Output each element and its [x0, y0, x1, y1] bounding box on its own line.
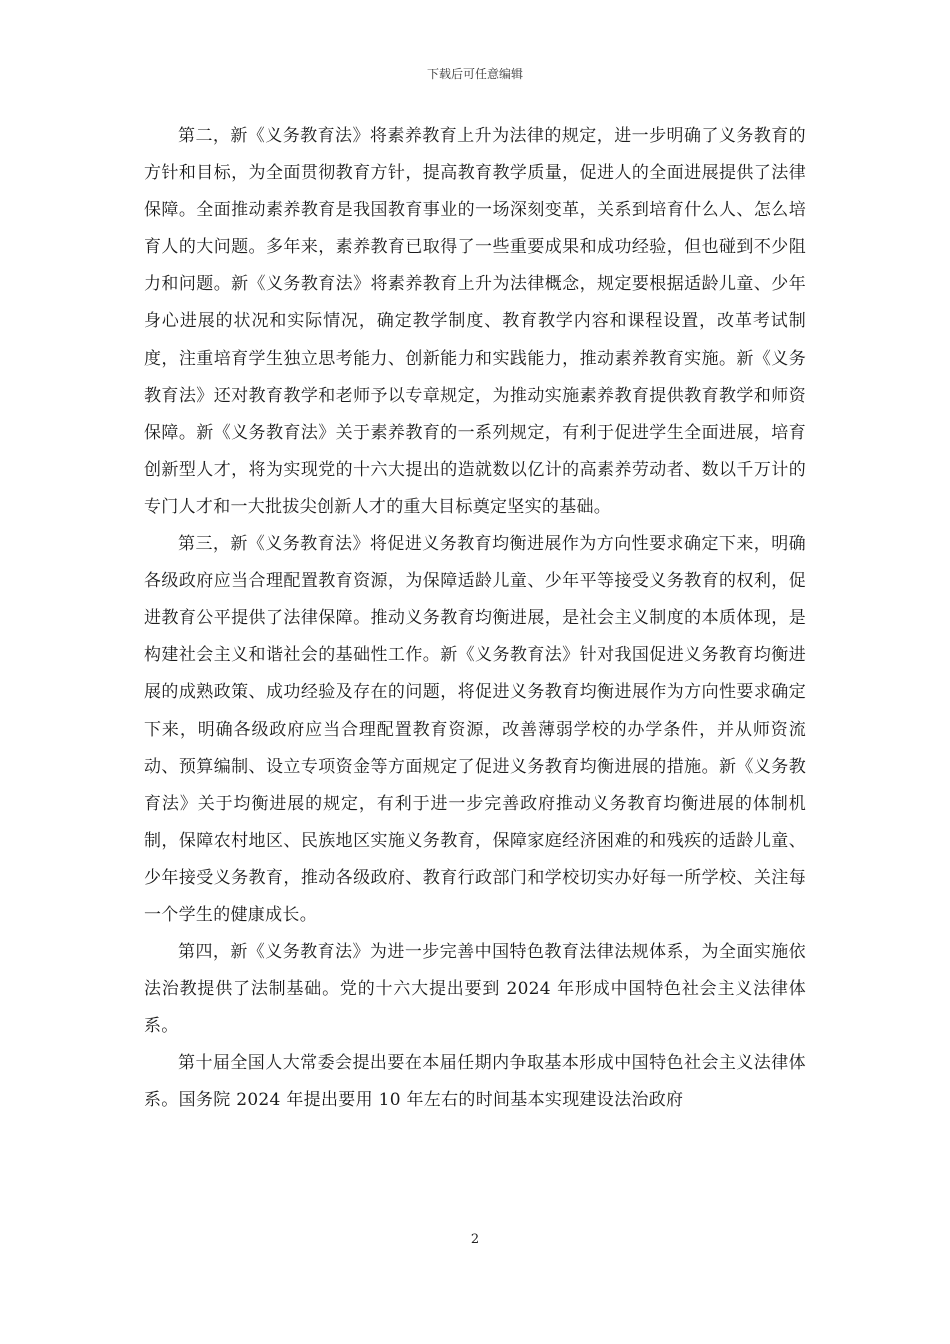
paragraph-second: 第二，新《义务教育法》将素养教育上升为法律的规定，进一步明确了义务教育的方针和目标，为全面贯彻教育方针，提高教育教学质量，促进人的全面进展提供了法律保障。全面推动素养教育是我国教育事业的一场深刻变革，关系到培育什么人、怎么培育人的大问题。多年来，素养教育已取得了一些重要成果和成功经验，但也碰到不少阻力和问题。新《义务教育法》将素养教育上升为法律概念，规定要根据适龄儿童、少年身心进展的状况和实际情况，确定教学制度、教育教学内容和课程设置，改革考试制度，注重培育学生独立思考能力、创新能力和实践能力，推动素养教育实施。新《义务教育法》还对教育教学和老师予以专章规定，为推动实施素养教育提供教育教学和师资保障。新《义务教育法》关于素养教育的一系列规定，有利于促进学生全面进展，培育创新型人才，将为实现党的十六大提出的造就数以亿计的高素养劳动者、数以千万计的专门人才和一大批拔尖创新人才的重大目标奠定坚实的基础。	[144, 126, 806, 517]
page-number: 2	[470, 1232, 480, 1247]
paragraph-fourth: 第四，新《义务教育法》为进一步完善中国特色教育法律法规体系，为全面实施依法治教提供了法制基础。党的十六大提出要到 2024 年形成中国特色社会主义法律体系。	[144, 942, 806, 1037]
body-text	[144, 118, 806, 1120]
paragraph-fifth: 第十届全国人大常委会提出要在本届任期内争取基本形成中国特色社会主义法律体系。国务院 2024 年提出要用 10 年左右的时间基本实现建设法治政府	[144, 1053, 806, 1111]
paragraph-third: 第三，新《义务教育法》将促进义务教育均衡进展作为方向性要求确定下来，明确各级政府应当合理配置教育资源，为保障适龄儿童、少年平等接受义务教育的权利，促进教育公平提供了法律保障。推动义务教育均衡进展，是社会主义制度的本质体现，是构建社会主义和谐社会的基础性工作。新《义务教育法》针对我国促进义务教育均衡进展的成熟政策、成功经验及存在的问题，将促进义务教育均衡进展作为方向性要求确定下来，明确各级政府应当合理配置教育资源，改善薄弱学校的办学条件，并从师资流动、预算编制、设立专项资金等方面规定了促进义务教育均衡进展的措施。新《义务教育法》关于均衡进展的规定，有利于进一步完善政府推动义务教育均衡进展的体制机制，保障农村地区、民族地区实施义务教育，保障家庭经济困难的和残疾的适龄儿童、少年接受义务教育，推动各级政府、教育行政部门和学校切实办好每一所学校、关注每一个学生的健康成长。	[144, 534, 806, 925]
page-header: 下载后可任意编辑	[426, 67, 523, 81]
